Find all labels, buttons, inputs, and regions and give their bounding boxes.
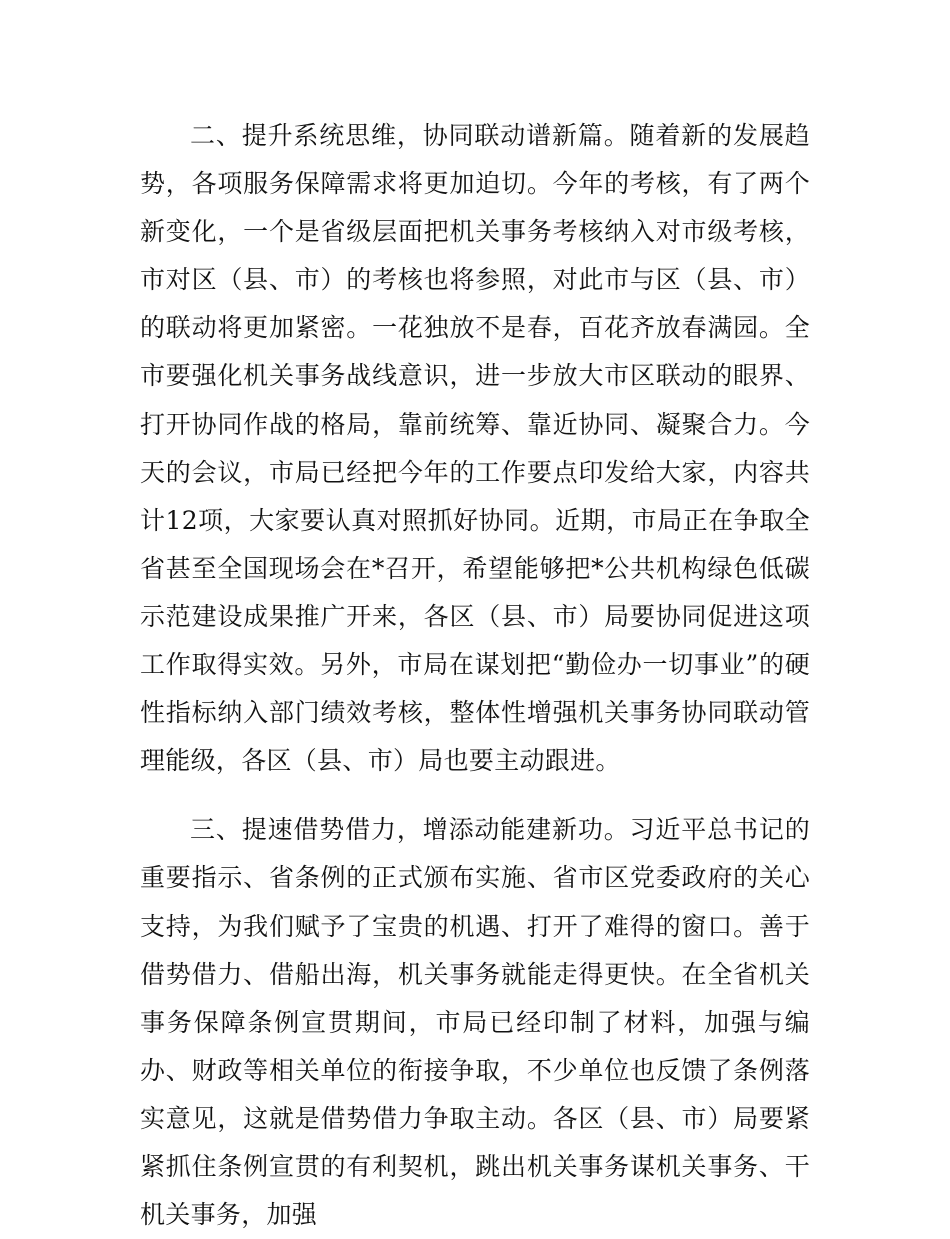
document-body xyxy=(140,112,810,1239)
paragraph-system-thinking: 二、提升系统思维，协同联动谱新篇。随着新的发展趋势，各项服务保障需求将更加迫切。今年的考核，有了两个新变化，一个是省级层面把机关事务考核纳入对市级考核，市对区（县、市）的考核也将参照，对此市与区（县、市）的联动将更加紧密。一花独放不是春，百花齐放春满园。全市要强化机关事务战线意识，进一步放大市区联动的眼界、打开协同作战的格局，靠前统筹、靠近协同、凝聚合力。今天的会议，市局已经把今年的工作要点印发给大家，内容共计12项，大家要认真对照抓好协同。近期，市局正在争取全省甚至全国现场会在*召开，希望能够把*公共机构绿色低碳示范建设成果推广开来，各区（县、市）局要协同促进这项工作取得实效。另外，市局在谋划把“勤俭办一切事业”的硬性指标纳入部门绩效考核，整体性增强机关事务协同联动管理能级，各区（县、市）局也要主动跟进。 xyxy=(140,121,810,776)
paragraph-leverage-momentum: 三、提速借势借力，增添动能建新功。习近平总书记的重要指示、省条例的正式颁布实施、省市区党委政府的关心支持，为我们赋予了宝贵的机遇、打开了难得的窗口。善于借势借力、借船出海，机关事务就能走得更快。在全省机关事务保障条例宣贯期间，市局已经印制了材料，加强与编办、财政等相关单位的衔接争取，不少单位也反馈了条例落实意见，这就是借势借力争取主动。各区（县、市）局要紧紧抓住条例宣贯的有利契机，跳出机关事务谋机关事务、干机关事务，加强 xyxy=(140,815,810,1230)
